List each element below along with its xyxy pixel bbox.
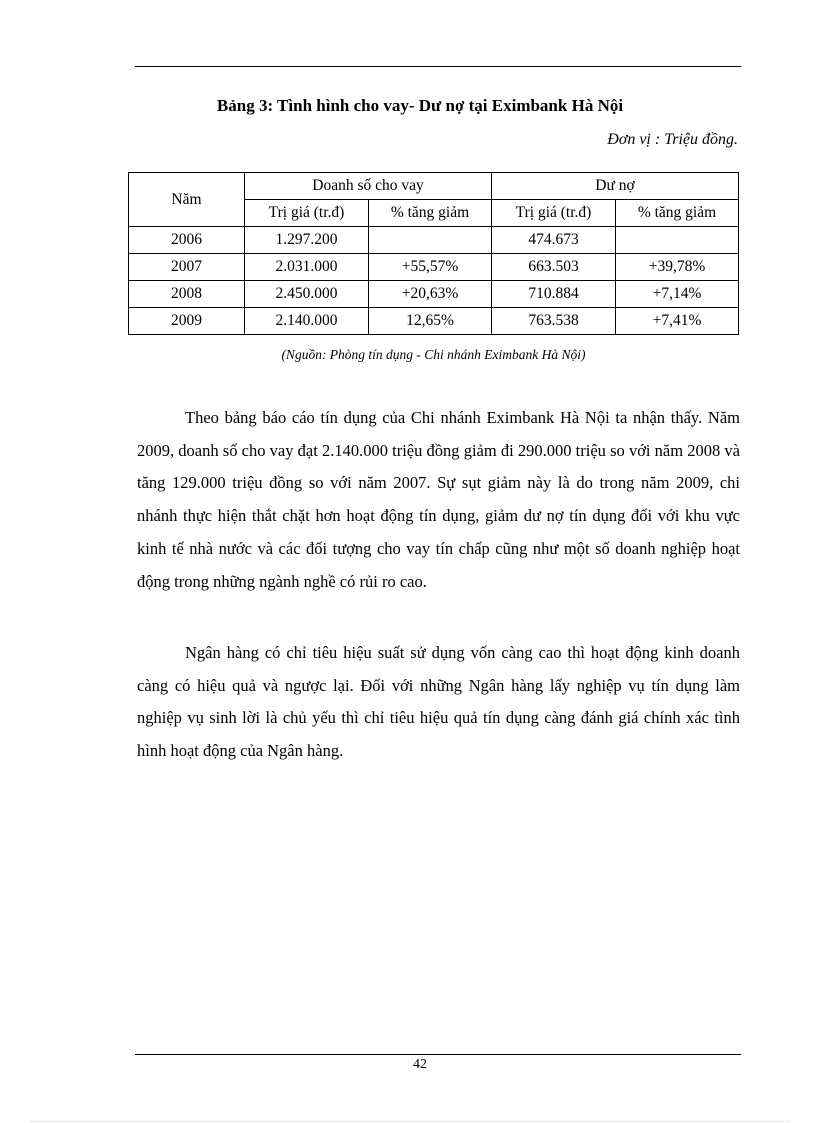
debt-group-header: Dư nợ (492, 173, 739, 200)
loan-pct-cell: +55,57% (369, 254, 492, 281)
debt-value-cell: 763.538 (492, 308, 616, 335)
year-cell: 2009 (129, 308, 245, 335)
debt-value-cell: 474.673 (492, 227, 616, 254)
loan-value-cell: 2.450.000 (245, 281, 369, 308)
body-paragraph: Theo bảng báo cáo tín dụng của Chi nhánh Eximbank Hà Nội ta nhận thấy. Năm 2009, doanh số cho vay đạt 2.140.000 triệu đồng giảm đi 290.000 triệu so với năm 2008 và tăng 129.000 triệu đồng so với năm 2007. Sự sụt giảm này là do trong năm 2009, chi nhánh thực hiện thắt chặt hơn hoạt động tín dụng, giảm dư nợ tín dụng đối với khu vực kinh tế nhà nước và các đối tượng cho vay tín chấp cũng như một số doanh nghiệp hoạt động trong những ngành nghề có rủi ro cao. (137, 408, 740, 591)
year-cell: 2007 (129, 254, 245, 281)
debt-value-cell: 663.503 (492, 254, 616, 281)
table-row (129, 281, 739, 308)
loan-group-header: Doanh số cho vay (245, 173, 492, 200)
loan-pct-cell: +20,63% (369, 281, 492, 308)
loan-value-cell: 2.031.000 (245, 254, 369, 281)
table-row (129, 254, 739, 281)
debt-pct-cell (616, 227, 739, 254)
loan-value-cell: 2.140.000 (245, 308, 369, 335)
loan-value-cell: 1.297.200 (245, 227, 369, 254)
table-row (129, 308, 739, 335)
header-rule (135, 66, 741, 67)
table-header-row (129, 173, 739, 200)
table-row (129, 227, 739, 254)
debt-value-cell: 710.884 (492, 281, 616, 308)
footer-rule (135, 1054, 741, 1055)
table-title: Bảng 3: Tình hình cho vay- Dư nợ tại Eximbank Hà Nội (216, 96, 624, 115)
body-paragraph: Ngân hàng có chỉ tiêu hiệu suất sử dụng vốn càng cao thì hoạt động kinh doanh càng có hiệu quả và ngược lại. Đối với những Ngân hàng lấy nghiệp vụ tín dụng làm nghiệp vụ sinh lời là chủ yếu thì chỉ tiêu hiệu quả tín dụng càng đánh giá chính xác tình hình hoạt động của Ngân hàng. (137, 643, 740, 761)
year-cell: 2006 (129, 227, 245, 254)
source-note: (Nguồn: Phòng tín dụng - Chi nhánh Eximbank Hà Nội) (281, 347, 586, 362)
loan-value-header: Trị giá (tr.đ) (245, 200, 369, 227)
page-edge-divider (30, 1121, 790, 1122)
debt-pct-header: % tăng giảm (616, 200, 739, 227)
loan-pct-header: % tăng giảm (369, 200, 492, 227)
year-cell: 2008 (129, 281, 245, 308)
loan-pct-cell: 12,65% (369, 308, 492, 335)
debt-pct-cell: +39,78% (616, 254, 739, 281)
debt-pct-cell: +7,41% (616, 308, 739, 335)
loan-pct-cell (369, 227, 492, 254)
page-number: 42 (413, 1057, 427, 1072)
unit-label: Đơn vị : Triệu đồng. (607, 131, 738, 148)
debt-pct-cell: +7,14% (616, 281, 739, 308)
debt-value-header: Trị giá (tr.đ) (492, 200, 616, 227)
loan-table (128, 172, 739, 335)
year-header: Năm (129, 173, 245, 227)
